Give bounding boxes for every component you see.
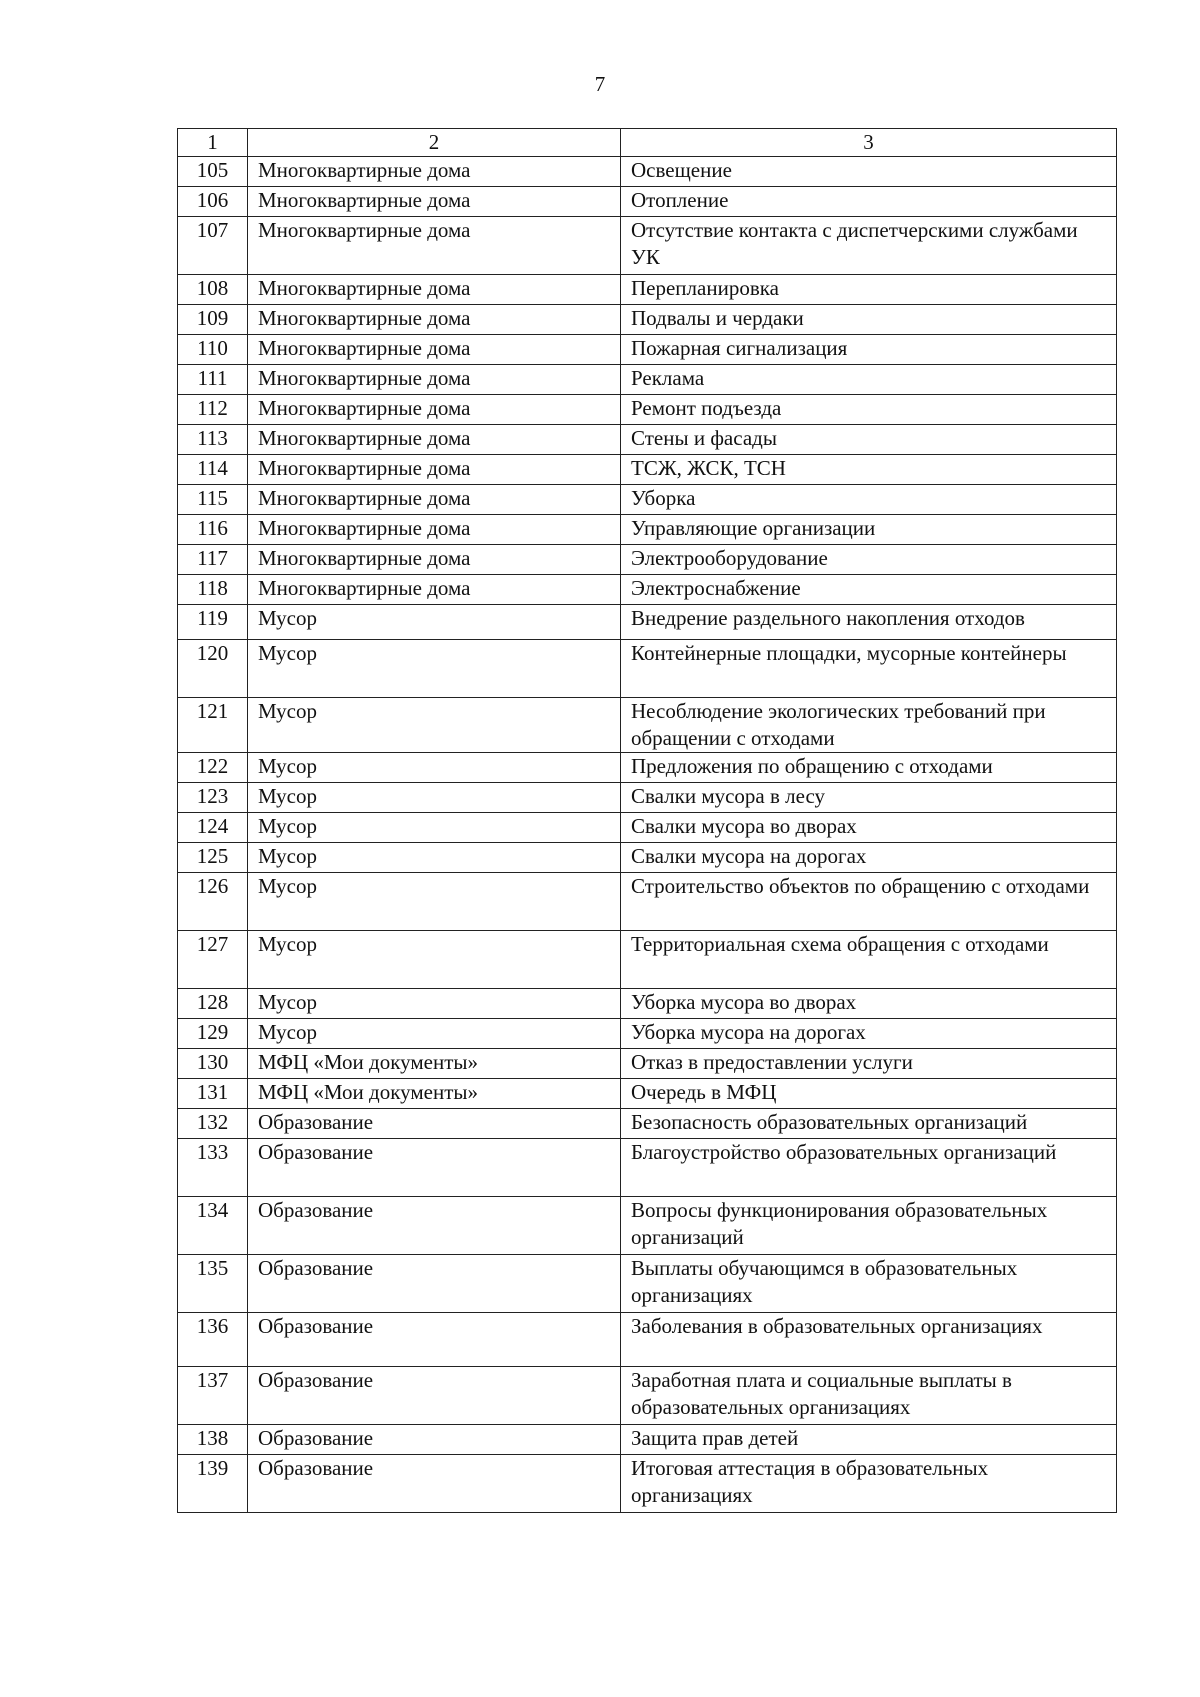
- row-topic: Свалки мусора на дорогах: [621, 843, 1117, 873]
- table-row: [178, 1367, 1117, 1425]
- row-number: 131: [178, 1079, 248, 1109]
- row-topic: Предложения по обращению с отходами: [621, 753, 1117, 783]
- table-row: [178, 931, 1117, 989]
- row-category: Мусор: [248, 843, 621, 873]
- table-row: [178, 275, 1117, 305]
- row-topic: Освещение: [621, 157, 1117, 187]
- row-category: МФЦ «Мои документы»: [248, 1049, 621, 1079]
- row-category: Образование: [248, 1197, 621, 1255]
- row-topic: Благоустройство образовательных организаций: [621, 1139, 1117, 1197]
- row-category: Мусор: [248, 873, 621, 931]
- row-number: 132: [178, 1109, 248, 1139]
- table-row: [178, 843, 1117, 873]
- row-topic: Пожарная сигнализация: [621, 335, 1117, 365]
- row-category: Многоквартирные дома: [248, 365, 621, 395]
- row-topic: Подвалы и чердаки: [621, 305, 1117, 335]
- row-category: Образование: [248, 1313, 621, 1367]
- row-number: 105: [178, 157, 248, 187]
- table-row: [178, 575, 1117, 605]
- column-header-2: 2: [248, 129, 621, 157]
- row-topic: Заболевания в образовательных организациях: [621, 1313, 1117, 1367]
- row-number: 117: [178, 545, 248, 575]
- table-row: [178, 1425, 1117, 1455]
- row-category: Многоквартирные дома: [248, 335, 621, 365]
- row-category: Образование: [248, 1367, 621, 1425]
- row-number: 116: [178, 515, 248, 545]
- row-number: 137: [178, 1367, 248, 1425]
- table-row: [178, 1109, 1117, 1139]
- row-number: 136: [178, 1313, 248, 1367]
- row-number: 125: [178, 843, 248, 873]
- row-category: Мусор: [248, 989, 621, 1019]
- row-number: 119: [178, 605, 248, 640]
- row-number: 130: [178, 1049, 248, 1079]
- topics-table: [177, 128, 1117, 1513]
- row-topic: Контейнерные площадки, мусорные контейнеры: [621, 640, 1117, 698]
- row-topic: Управляющие организации: [621, 515, 1117, 545]
- table-row: [178, 1079, 1117, 1109]
- row-topic: Итоговая аттестация в образовательных организациях: [621, 1455, 1117, 1513]
- row-category: Многоквартирные дома: [248, 217, 621, 275]
- table-row: [178, 640, 1117, 698]
- row-category: Многоквартирные дома: [248, 575, 621, 605]
- column-header-3: 3: [621, 129, 1117, 157]
- table-row: [178, 187, 1117, 217]
- row-category: Мусор: [248, 698, 621, 753]
- row-category: Образование: [248, 1455, 621, 1513]
- row-category: Образование: [248, 1425, 621, 1455]
- row-category: Мусор: [248, 753, 621, 783]
- table-row: [178, 605, 1117, 640]
- row-category: Образование: [248, 1255, 621, 1313]
- row-number: 124: [178, 813, 248, 843]
- page-number: 7: [594, 72, 606, 96]
- row-category: Мусор: [248, 640, 621, 698]
- row-number: 118: [178, 575, 248, 605]
- table-row: [178, 1197, 1117, 1255]
- row-category: Образование: [248, 1109, 621, 1139]
- row-topic: Вопросы функционирования образовательных организаций: [621, 1197, 1117, 1255]
- row-number: 138: [178, 1425, 248, 1455]
- row-category: Мусор: [248, 1019, 621, 1049]
- row-topic: Реклама: [621, 365, 1117, 395]
- table-row: [178, 1313, 1117, 1367]
- row-number: 109: [178, 305, 248, 335]
- row-category: Многоквартирные дома: [248, 187, 621, 217]
- row-topic: Ремонт подъезда: [621, 395, 1117, 425]
- row-number: 120: [178, 640, 248, 698]
- table-row: [178, 395, 1117, 425]
- table-row: [178, 1255, 1117, 1313]
- row-topic: Электроснабжение: [621, 575, 1117, 605]
- row-topic: Уборка мусора на дорогах: [621, 1019, 1117, 1049]
- row-topic: Уборка мусора во дворах: [621, 989, 1117, 1019]
- table-row: [178, 753, 1117, 783]
- row-category: Многоквартирные дома: [248, 305, 621, 335]
- row-topic: Строительство объектов по обращению с отходами: [621, 873, 1117, 931]
- row-number: 111: [178, 365, 248, 395]
- row-number: 129: [178, 1019, 248, 1049]
- table-row: [178, 455, 1117, 485]
- row-category: Многоквартирные дома: [248, 425, 621, 455]
- row-category: Многоквартирные дома: [248, 157, 621, 187]
- table-row: [178, 873, 1117, 931]
- row-category: Многоквартирные дома: [248, 515, 621, 545]
- row-number: 139: [178, 1455, 248, 1513]
- row-category: Мусор: [248, 813, 621, 843]
- table-row: [178, 545, 1117, 575]
- row-number: 127: [178, 931, 248, 989]
- row-category: Мусор: [248, 931, 621, 989]
- row-category: Многоквартирные дома: [248, 275, 621, 305]
- row-category: Многоквартирные дома: [248, 455, 621, 485]
- row-topic: Очередь в МФЦ: [621, 1079, 1117, 1109]
- row-topic: Защита прав детей: [621, 1425, 1117, 1455]
- table-row: [178, 698, 1117, 753]
- row-topic: Заработная плата и социальные выплаты в образовательных организациях: [621, 1367, 1117, 1425]
- row-number: 107: [178, 217, 248, 275]
- row-topic: Отсутствие контакта с диспетчерскими службами УК: [621, 217, 1117, 275]
- table-header-row: [178, 129, 1117, 157]
- row-topic: Свалки мусора в лесу: [621, 783, 1117, 813]
- table-row: [178, 813, 1117, 843]
- table-row: [178, 1455, 1117, 1513]
- row-topic: Свалки мусора во дворах: [621, 813, 1117, 843]
- table-row: [178, 1049, 1117, 1079]
- row-topic: Выплаты обучающимся в образовательных организациях: [621, 1255, 1117, 1313]
- table-row: [178, 485, 1117, 515]
- table-row: [178, 1019, 1117, 1049]
- row-topic: Безопасность образовательных организаций: [621, 1109, 1117, 1139]
- table-row: [178, 365, 1117, 395]
- table-row: [178, 425, 1117, 455]
- row-category: Мусор: [248, 605, 621, 640]
- row-number: 122: [178, 753, 248, 783]
- table-row: [178, 783, 1117, 813]
- row-category: Многоквартирные дома: [248, 545, 621, 575]
- row-number: 110: [178, 335, 248, 365]
- row-number: 121: [178, 698, 248, 753]
- row-category: Многоквартирные дома: [248, 485, 621, 515]
- row-number: 134: [178, 1197, 248, 1255]
- row-number: 113: [178, 425, 248, 455]
- row-category: Мусор: [248, 783, 621, 813]
- table-row: [178, 515, 1117, 545]
- table-row: [178, 217, 1117, 275]
- row-topic: Территориальная схема обращения с отходами: [621, 931, 1117, 989]
- table-row: [178, 157, 1117, 187]
- table-row: [178, 335, 1117, 365]
- row-number: 128: [178, 989, 248, 1019]
- row-category: Многоквартирные дома: [248, 395, 621, 425]
- row-topic: Отопление: [621, 187, 1117, 217]
- row-topic: ТСЖ, ЖСК, ТСН: [621, 455, 1117, 485]
- row-number: 133: [178, 1139, 248, 1197]
- row-number: 126: [178, 873, 248, 931]
- row-topic: Стены и фасады: [621, 425, 1117, 455]
- row-number: 112: [178, 395, 248, 425]
- row-topic: Отказ в предоставлении услуги: [621, 1049, 1117, 1079]
- row-category: Образование: [248, 1139, 621, 1197]
- column-header-1: 1: [178, 129, 248, 157]
- row-topic: Внедрение раздельного накопления отходов: [621, 605, 1117, 640]
- row-topic: Уборка: [621, 485, 1117, 515]
- row-number: 114: [178, 455, 248, 485]
- row-number: 123: [178, 783, 248, 813]
- row-number: 115: [178, 485, 248, 515]
- table-row: [178, 1139, 1117, 1197]
- row-number: 108: [178, 275, 248, 305]
- row-topic: Перепланировка: [621, 275, 1117, 305]
- table-row: [178, 989, 1117, 1019]
- row-topic: Несоблюдение экологических требований при обращении с отходами: [621, 698, 1117, 753]
- row-category: МФЦ «Мои документы»: [248, 1079, 621, 1109]
- row-number: 106: [178, 187, 248, 217]
- row-number: 135: [178, 1255, 248, 1313]
- table-row: [178, 305, 1117, 335]
- row-topic: Электрооборудование: [621, 545, 1117, 575]
